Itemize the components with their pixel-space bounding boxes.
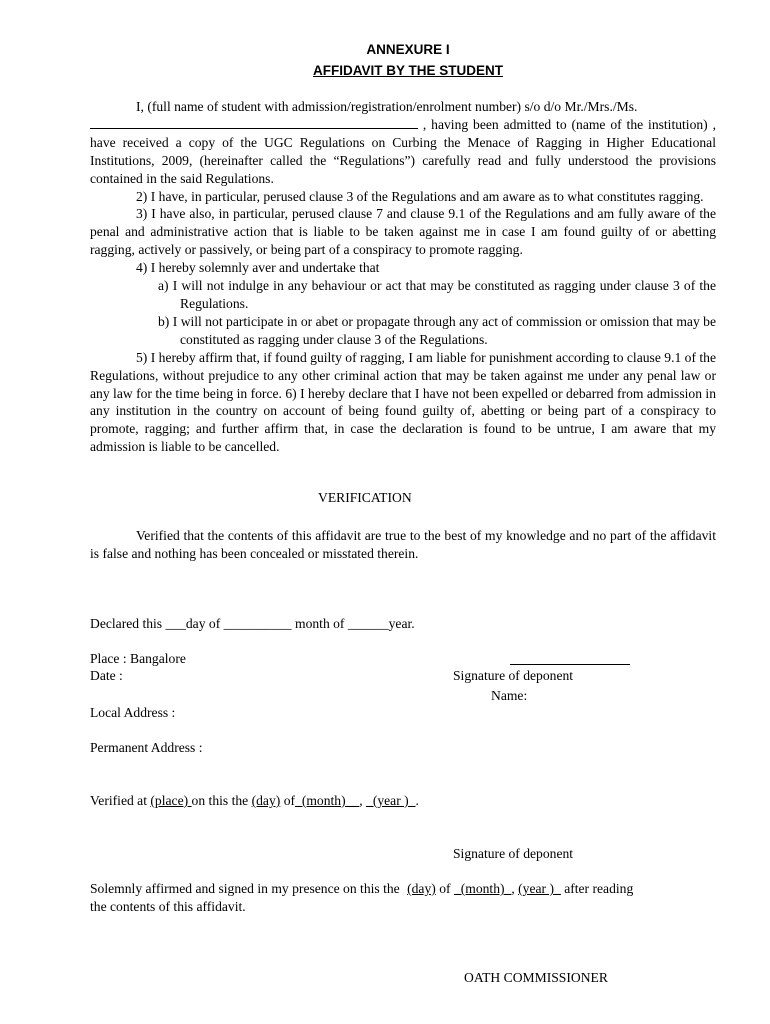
verification-text: Verified that the contents of this affidavit are true to the best of my knowledge and no part of the affidavit is false and nothing has been concealed or misstated therein.	[90, 528, 716, 561]
date-label: Date :	[90, 668, 123, 683]
solemn-line-2: the contents of this affidavit.	[90, 899, 246, 914]
annexure-title: ANNEXURE I	[366, 42, 450, 57]
verified-month: _(month)__	[295, 793, 360, 808]
verified-comma: ,	[359, 793, 363, 808]
clause-4b: b) I will not participate in or abet or propagate through any act of commission or omission that may be constituted as ragging under clause 3 of the Regulations.	[158, 313, 716, 347]
verified-end: .	[415, 793, 419, 808]
verified-year: _(year )_	[366, 793, 416, 808]
solemn-day: (day)	[407, 881, 436, 896]
affidavit-title: AFFIDAVIT BY THE STUDENT	[312, 63, 503, 78]
solemn-suffix: after reading	[564, 881, 634, 896]
signature-line	[510, 664, 630, 665]
solemn-prefix: Solemnly affirmed and signed in my presence on this the	[90, 881, 400, 896]
clause-4: 4) I hereby solemnly aver and undertake that	[136, 260, 380, 276]
clause-2: 2) I have, in particular, perused clause 3 of the Regulations and am aware as to what constitutes ragging.	[136, 188, 704, 204]
verified-on-this-the: on this the	[191, 793, 249, 808]
signature-of-deponent: Signature of deponent	[453, 668, 574, 683]
name-label: Name:	[491, 688, 528, 703]
verified-of: of	[283, 793, 296, 808]
clause-1-intro: I, (full name of student with admission/registration/enrolment number) s/o d/o Mr./Mrs./Ms.	[136, 99, 638, 114]
solemn-month: _(month)_	[453, 881, 512, 896]
affidavit-body	[90, 98, 716, 456]
clause-3: 3) I have also, in particular, perused clause 7 and clause 9.1 of the Regulations and am fully aware of the penal and administrative action that is liable to be taken against me in case I am found guilty of or abetting ragging, actively or passively, or being part of a conspiracy to promote ragging.	[90, 206, 716, 258]
local-address-label: Local Address :	[90, 705, 176, 720]
permanent-address-label: Permanent Address :	[90, 740, 203, 755]
clause-5-6: 5) I hereby affirm that, if found guilty of ragging, I am liable for punishment according to clause 9.1 of the Regulations, without prejudice to any other criminal action that may be taken against me under any penal law or any law for the time being in force. 6) I hereby declare that I have not been expelled or debarred from admission in any institution in the country on account of being found guilty of, abetting or being part of a conspiracy to promote, ragging; and further affirm that, in case the declaration is found to be untrue, I am aware that my admission is liable to be cancelled.	[90, 349, 716, 455]
solemn-year: (year )_	[518, 881, 561, 896]
clause-1	[90, 98, 716, 188]
oath-commissioner: OATH COMMISSIONER	[464, 970, 608, 985]
verified-at-line	[90, 793, 419, 809]
verified-place: (place)	[150, 793, 192, 808]
verified-day: (day)	[251, 793, 281, 808]
place-label: Place : Bangalore	[90, 651, 186, 666]
verified-at-prefix: Verified at	[90, 793, 147, 808]
solemn-line	[90, 881, 633, 897]
verification-title: VERIFICATION	[318, 490, 412, 505]
name-blank-line	[90, 116, 418, 129]
solemn-comma: ,	[511, 881, 515, 896]
declared-line: Declared this ___day of __________ month of ______year.	[90, 616, 415, 631]
solemn-of: of	[439, 881, 451, 896]
clause-1-rest: , having been admitted to (name of the institution) , have received a copy of the UGC Regulations on Curbing the Menace of Ragging in Higher Educational Institutions, 2009, (hereinafter called the “Regulations”) carefully read and fully understood the provisions contained in the said Regulations.	[90, 116, 716, 186]
signature-of-deponent-2: Signature of deponent	[453, 846, 574, 861]
clause-4a: a) I will not indulge in any behaviour or act that may be constituted as ragging under clause 3 of the Regulations.	[158, 278, 716, 311]
